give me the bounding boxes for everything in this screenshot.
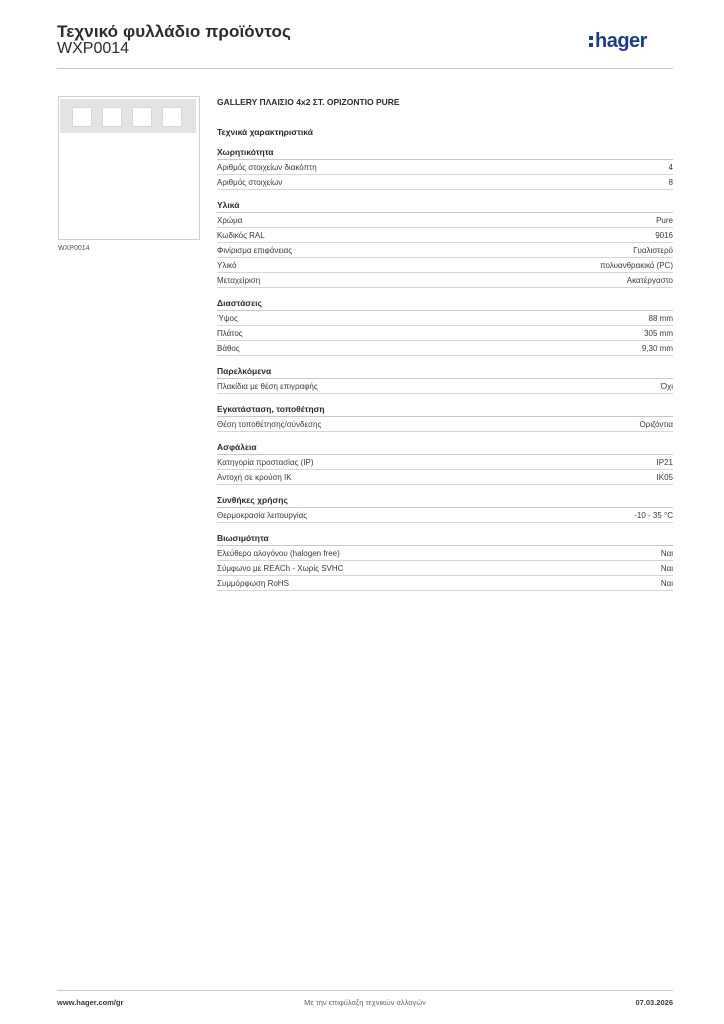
spec-label: Θέση τοποθέτησης/σύνδεσης [217, 419, 322, 429]
spec-section [217, 364, 673, 394]
section-title: Υλικά [217, 198, 673, 213]
section-title: Βιωσιμότητα [217, 531, 673, 546]
disclaimer-text: Με την επιφύλαξη τεχνικών αλλαγών [304, 998, 426, 1007]
spec-row [217, 213, 673, 228]
section-title: Εγκατάσταση, τοποθέτηση [217, 402, 673, 417]
spec-row [217, 341, 673, 356]
spec-label: Ελεύθερο αλογόνου (halogen free) [217, 548, 340, 558]
spec-value: Οριζόντια [639, 419, 673, 429]
spec-value: 9016 [655, 230, 673, 240]
spec-value: IP21 [656, 457, 673, 467]
spec-section [217, 296, 673, 356]
spec-label: Πλακίδια με θέση επιγραφής [217, 381, 318, 391]
spec-value: IK05 [656, 472, 673, 482]
spec-row [217, 326, 673, 341]
product-name: GALLERY ΠΛΑΙΣΙΟ 4x2 ΣΤ. ΟΡΙΖΟΝΤΙΟ PURE [217, 97, 400, 107]
section-title: Χωρητικότητα [217, 145, 673, 160]
spec-label: Συμμόρφωση RoHS [217, 578, 289, 588]
frame-opening [102, 107, 122, 127]
spec-row [217, 455, 673, 470]
svg-text:hager: hager [595, 30, 647, 52]
spec-label: Κωδικός RAL [217, 230, 265, 240]
spec-section [217, 198, 673, 288]
spec-row [217, 508, 673, 523]
spec-row [217, 228, 673, 243]
spec-label: Μεταχείριση [217, 275, 261, 285]
spec-value: Ακατέργαστο [626, 275, 673, 285]
spec-label: Σύμφωνο με REACh - Χωρίς SVHC [217, 563, 344, 573]
spec-row [217, 561, 673, 576]
spec-row [217, 379, 673, 394]
spec-value: 88 mm [648, 313, 673, 323]
document-footer [57, 995, 673, 1009]
section-title: Διαστάσεις [217, 296, 673, 311]
header-divider [57, 68, 673, 69]
spec-row [217, 417, 673, 432]
spec-value: 8 [668, 177, 673, 187]
spec-value: Γυαλιστερό [633, 245, 673, 255]
spec-value: Ναι [660, 578, 673, 588]
section-title: Παρελκόμενα [217, 364, 673, 379]
spec-content [217, 95, 673, 599]
spec-value: πολυανθρακικό (PC) [600, 260, 673, 270]
spec-row [217, 175, 673, 190]
product-code: WXP0014 [57, 40, 130, 57]
spec-label: Βάθος [217, 343, 240, 353]
spec-value: 4 [668, 162, 673, 172]
frame-opening [132, 107, 152, 127]
document-header [57, 20, 673, 70]
section-title: Συνθήκες χρήσης [217, 493, 673, 508]
spec-label: Χρώμα [217, 215, 243, 225]
spec-row [217, 546, 673, 561]
footer-divider [57, 990, 673, 991]
spec-row [217, 576, 673, 591]
section-title: Ασφάλεια [217, 440, 673, 455]
spec-label: Κατηγορία προστασίας (IP) [217, 457, 314, 467]
frame-opening [72, 107, 92, 127]
spec-value: -10 - 35 °C [634, 510, 673, 520]
spec-section [217, 402, 673, 432]
spec-label: Υλικό [217, 260, 237, 270]
spec-value: Όχι [660, 381, 673, 391]
spec-row [217, 470, 673, 485]
spec-section [217, 531, 673, 591]
website-link[interactable]: www.hager.com/gr [57, 998, 124, 1007]
spec-label: Πλάτος [217, 328, 243, 338]
frame-opening [162, 107, 182, 127]
spec-section [217, 145, 673, 190]
frame-illustration [60, 99, 196, 133]
spec-label: Θερμοκρασία λειτουργίας [217, 510, 308, 520]
document-date: 07.03.2026 [635, 998, 673, 1007]
spec-label: Αντοχή σε κρούση IK [217, 472, 292, 482]
spec-sections [217, 145, 673, 591]
spec-row [217, 243, 673, 258]
tech-specs-heading: Τεχνικά χαρακτηριστικά [217, 127, 313, 137]
spec-row [217, 311, 673, 326]
spec-section [217, 440, 673, 485]
spec-value: 305 mm [644, 328, 673, 338]
spec-value: Ναι [660, 548, 673, 558]
spec-value: Pure [656, 215, 673, 225]
spec-section [217, 493, 673, 523]
image-caption: WXP0014 [58, 245, 90, 252]
spec-label: Ύψος [217, 313, 238, 323]
spec-value: 9,30 mm [641, 343, 673, 353]
spec-row [217, 258, 673, 273]
spec-row [217, 160, 673, 175]
spec-label: Φινίρισμα επιφάνειας [217, 245, 293, 255]
document-title: Τεχνικό φυλλάδιο προϊόντος [57, 22, 291, 41]
spec-label: Αριθμός στοιχείων διακόπτη [217, 162, 317, 172]
spec-label: Αριθμός στοιχείων [217, 177, 283, 187]
spec-row [217, 273, 673, 288]
hager-logo [589, 28, 673, 54]
spec-value: Ναι [660, 563, 673, 573]
product-image [58, 96, 200, 240]
